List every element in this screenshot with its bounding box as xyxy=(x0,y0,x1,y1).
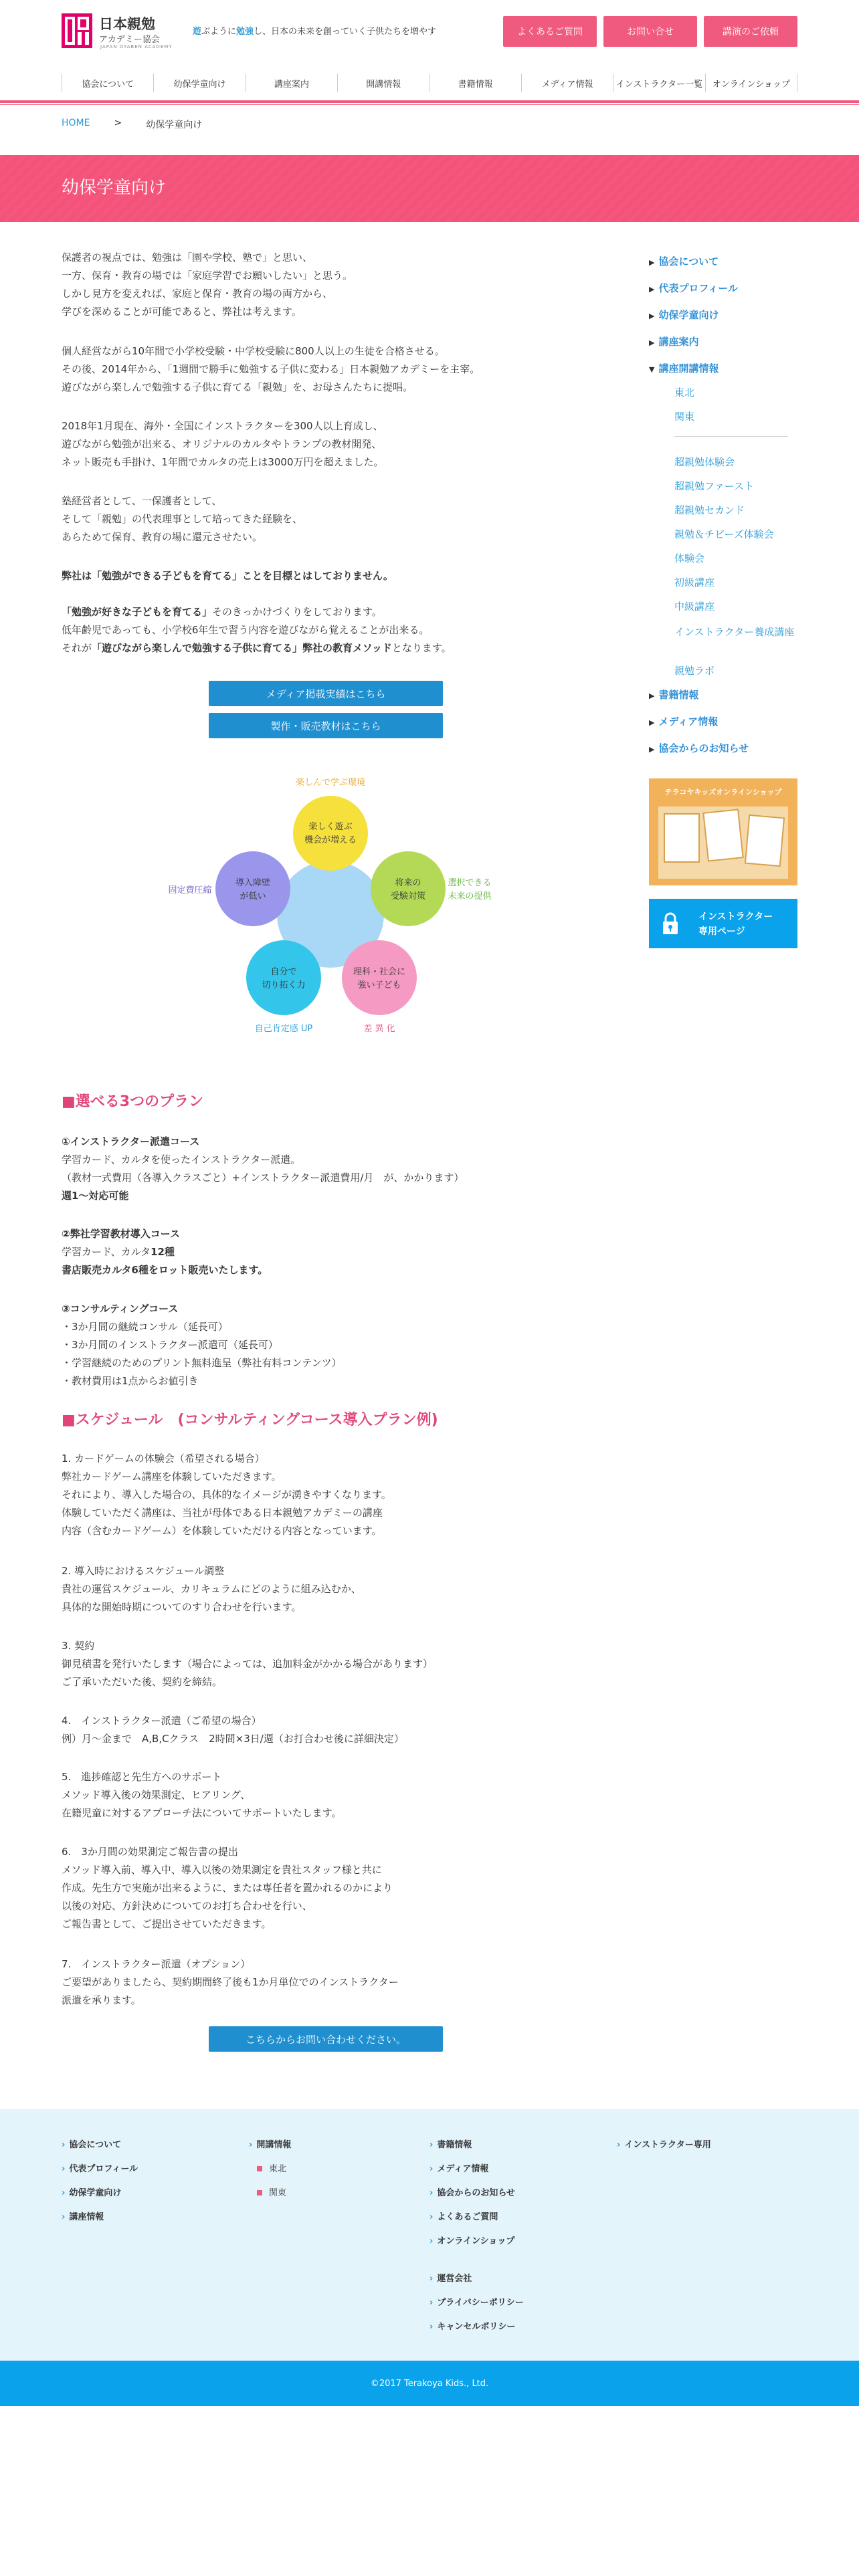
intro-paragraph-4 xyxy=(62,492,302,546)
diagram-circle-pink xyxy=(342,940,417,1015)
shop-banner-title: テラコヤキッズオンラインショップ xyxy=(664,788,782,796)
footer-link-label: 協会について xyxy=(69,2140,122,2150)
chevron-right-icon: › xyxy=(62,2140,66,2150)
diagram-label-4b: 切り拓く力 xyxy=(262,980,306,990)
sidebar-course[interactable]: 親勉＆チビーズ体験会 xyxy=(674,528,774,540)
breadcrumb-current: 幼保学童向け xyxy=(146,120,203,130)
diagram-circle-yellow xyxy=(293,796,368,871)
caret-right-icon: ▶ xyxy=(649,745,655,754)
tagline-hl2: 勉強 xyxy=(236,27,254,37)
schedule-line: 御見積書を発行いたします（場合によっては、追加料金がかかる場合があります） xyxy=(62,1658,434,1670)
sidebar-course[interactable]: 超親勉ファースト xyxy=(674,480,754,492)
schedule-step-1 xyxy=(62,1450,391,1540)
closing-post: となります。 xyxy=(391,642,452,654)
chevron-right-icon: › xyxy=(62,2212,66,2222)
caret-down-icon: ▼ xyxy=(649,365,655,374)
schedule-step-6 xyxy=(62,1843,393,1933)
footer-link-profile[interactable] xyxy=(62,2161,138,2174)
intro-line: 2018年1月現在、海外・全国にインストラクターを300人以上育成し、 xyxy=(62,420,383,432)
statement xyxy=(62,567,393,585)
contact-button[interactable]: お問い合せ xyxy=(603,16,697,47)
footer-link-schedule[interactable] xyxy=(249,2137,291,2150)
diagram-outer-5: 固定費圧縮 xyxy=(168,885,212,895)
schedule-step-3 xyxy=(62,1637,433,1691)
schedule-line: 以後の対応、方針決めについてのお打ち合わせを行い、 xyxy=(62,1900,312,1912)
intro-line: 遊びながら楽しんで勉強する子供に育てる「親勉」を、お母さんたちに提唱。 xyxy=(62,381,413,393)
sidebar-item-label: メディア情報 xyxy=(658,716,719,728)
footer-link-label: 開講情報 xyxy=(256,2140,292,2150)
diagram-circle-green xyxy=(371,851,446,926)
caret-right-icon: ▶ xyxy=(649,285,655,294)
sidebar-item-schedule[interactable] xyxy=(649,361,719,375)
chevron-right-icon: › xyxy=(617,2140,621,2150)
diagram-outer-4: 自己肯定感 UP xyxy=(254,1024,313,1034)
sidebar-course[interactable]: 体験会 xyxy=(674,552,705,564)
chevron-right-icon: › xyxy=(430,2298,434,2308)
chevron-right-icon: › xyxy=(430,2164,434,2174)
logo-main-text: 日本親勉 xyxy=(99,16,155,32)
footer-link-label: メディア情報 xyxy=(437,2164,489,2174)
contact-cta-button[interactable]: こちらからお問い合わせください。 xyxy=(209,2026,443,2052)
sidebar-item-label: 講座案内 xyxy=(658,336,699,348)
intro-line: 個人経営ながら10年間で小学校受験・中学校受験に800人以上の生徒を合格させる。 xyxy=(62,345,445,357)
plans-heading: ■選べる3つのプラン xyxy=(62,1093,204,1110)
plan-1-line: 学習カード、カルタを使ったインストラクター派遣。 xyxy=(62,1154,301,1166)
intro-line: 遊びながら勉強が出来る、オリジナルのカルタやトランプの教材開発、 xyxy=(62,438,382,450)
sidebar-region-tohoku[interactable]: 東北 xyxy=(674,387,695,399)
plan-1-bold: 週1〜対応可能 xyxy=(62,1190,129,1202)
sidebar-divider xyxy=(674,436,788,437)
footer-link-label: 幼保学童向け xyxy=(69,2188,122,2198)
nav-divider xyxy=(0,100,859,103)
footer-link-label: 講座情報 xyxy=(69,2212,104,2222)
breadcrumb-home[interactable]: HOME xyxy=(62,118,90,128)
nav-shop[interactable]: オンラインショップ xyxy=(705,74,797,92)
footer-link-tohoku[interactable] xyxy=(257,2161,286,2174)
chevron-right-icon: › xyxy=(430,2322,434,2332)
logo-sub-text: アカデミー協会 xyxy=(99,35,160,45)
plan-3 xyxy=(62,1300,342,1390)
chevron-right-icon: › xyxy=(62,2164,66,2174)
footer-link-courses[interactable] xyxy=(62,2210,104,2222)
schedule-line: ご報告書として、ご提出させていただきます。 xyxy=(62,1918,272,1930)
intro-line: その後、2014年から、「1週間で勝手に勉強する子供に変わる」日本親勉アカデミーを主宰。 xyxy=(62,363,480,375)
caret-right-icon: ▶ xyxy=(649,338,655,347)
plan-3-line: ・3か月間のインストラクター派遣可（延長可） xyxy=(62,1339,278,1351)
sidebar-course[interactable]: 親勉ラボ xyxy=(674,665,715,677)
schedule-line: 具体的な開始時期についてのすり合わせを行います。 xyxy=(62,1601,302,1613)
chevron-right-icon: › xyxy=(430,2140,434,2150)
closing-bold-2: 「遊びながら楽しんで勉強する子供に育てる」弊社の教育メソッド xyxy=(92,642,392,654)
schedule-line: ご了承いただいた後、契約を締結。 xyxy=(62,1676,223,1688)
nav-about[interactable]: 協会について xyxy=(62,74,153,92)
online-shop-banner[interactable] xyxy=(649,778,797,885)
sidebar-item-profile[interactable] xyxy=(649,281,738,295)
closing-pre: それが xyxy=(62,642,92,654)
plan-3-line: ・3か月間の継続コンサル（延長可） xyxy=(62,1321,228,1333)
footer-link-instructor[interactable] xyxy=(617,2137,711,2150)
diagram-outer-3: 差 異 化 xyxy=(363,1024,395,1034)
intro-line: ネット販売も手掛け、1年間でカルタの売上は3000万円を超えました。 xyxy=(62,456,384,468)
site-logo[interactable] xyxy=(62,13,175,51)
schedule-line: 派遣を承ります。 xyxy=(62,1994,141,2006)
sidebar-region-kanto[interactable]: 関東 xyxy=(674,411,695,423)
plan-2-line xyxy=(62,1243,268,1261)
diagram-outer-2a: 選択できる xyxy=(448,878,492,888)
sidebar-course[interactable]: 超親勉体験会 xyxy=(674,456,735,468)
diagram-label-4a: 自分で xyxy=(270,967,297,977)
breadcrumb-separator: > xyxy=(114,118,122,128)
closing-line-2: 低年齢児であっても、小学校6年生で習う内容を遊びながら覚えることが出来る。 xyxy=(62,624,430,636)
sidebar-course[interactable]: インストラクター養成講座 xyxy=(674,626,795,638)
plan-2-line-bold: 12種 xyxy=(151,1246,175,1258)
diagram-label-2b: 受験対策 xyxy=(390,891,426,901)
schedule-line: 5. 進捗確認と先生方へのサポート xyxy=(62,1771,222,1783)
nav-divider-thin xyxy=(0,104,859,105)
plan-1 xyxy=(62,1133,464,1205)
plan-2-bold: 書店販売カルタ6種をロット販売いたします。 xyxy=(62,1264,268,1276)
closing-line-1 xyxy=(62,603,452,621)
lock-icon xyxy=(662,912,678,935)
diagram-label-5a: 導入障壁 xyxy=(235,878,271,888)
breadcrumb xyxy=(62,118,202,131)
diagram-label-3a: 理科・社会に xyxy=(353,967,406,977)
site-footer xyxy=(0,2109,859,2361)
instructor-page-banner[interactable] xyxy=(649,899,797,948)
sidebar-item-label: 協会について xyxy=(658,255,719,267)
schedule-line: 7. インストラクター派遣（オプション） xyxy=(62,1958,251,1970)
chevron-right-icon: › xyxy=(430,2274,434,2284)
logo-mark-icon xyxy=(62,13,92,48)
tagline xyxy=(193,24,436,37)
plan-2 xyxy=(62,1225,268,1279)
diagram-circle-purple xyxy=(215,851,290,926)
nav-media[interactable]: メディア情報 xyxy=(521,74,613,92)
products-button[interactable]: 製作・販売教材はこちら xyxy=(209,713,443,738)
footer-link-label: 書籍情報 xyxy=(437,2140,472,2150)
footer-link-about[interactable] xyxy=(62,2137,121,2150)
footer-link-label: 運営会社 xyxy=(437,2274,472,2284)
instructor-banner-line2: 専用ページ xyxy=(698,926,745,937)
sidebar-item-label: 代表プロフィール xyxy=(658,282,738,294)
footer-link-label: インストラクター専用 xyxy=(624,2140,711,2150)
tagline-post: し、日本の未来を創っていく子供たちを増やす xyxy=(254,27,437,37)
plan-3-line: ・教材費用は1点からお値引き xyxy=(62,1375,199,1387)
tagline-pre: 遊 xyxy=(193,27,202,37)
plan-1-title: ①インストラクター派遣コース xyxy=(62,1136,200,1148)
sidebar-item-label: 幼保学童向け xyxy=(658,309,719,321)
nav-instructors[interactable]: インストラクター一覧 xyxy=(613,74,704,92)
footer-link-books[interactable] xyxy=(430,2137,472,2150)
closing-paragraph xyxy=(62,603,452,657)
tagline-hl1: ぶように xyxy=(201,27,237,37)
page-title: 幼保学童向け xyxy=(62,178,167,198)
footer-link-company[interactable] xyxy=(430,2271,472,2284)
sidebar-course[interactable]: 中級講座 xyxy=(674,601,715,613)
sidebar-item-media[interactable] xyxy=(649,714,718,728)
intro-line: 一方、保育・教育の場では「家庭学習でお願いしたい」と思う。 xyxy=(62,270,353,282)
diagram-label-1a: 楽しく遊ぶ xyxy=(308,822,353,832)
intro-line: 保護者の視点では、勉強は「園や学校、塾で」と思い、 xyxy=(62,251,313,263)
schedule-heading: ■スケジュール (コンサルティングコース導入プラン例) xyxy=(62,1412,438,1428)
nav-preschool[interactable]: 幼保学童向け xyxy=(153,74,245,92)
closing-line-3 xyxy=(62,639,452,657)
intro-line: しかし見方を変えれば、家庭と保育・教育の場の両方から、 xyxy=(62,288,333,300)
diagram-label-1b: 機会が増える xyxy=(304,835,357,845)
intro-line: 学びを深めることが可能であると、弊社は考えます。 xyxy=(62,306,302,318)
nav-books[interactable]: 書籍情報 xyxy=(430,74,521,92)
sidebar-item-label: 書籍情報 xyxy=(658,689,699,701)
plan-1-line: （教材一式費用（各導入クラスごと）+インストラクター派遣費用/月 が、かかります） xyxy=(62,1172,464,1184)
plan-2-title: ②弊社学習教材導入コース xyxy=(62,1228,180,1240)
caret-right-icon: ▶ xyxy=(649,718,655,727)
intro-paragraph-3 xyxy=(62,417,384,471)
footer-link-kanto[interactable] xyxy=(257,2185,286,2198)
closing-bold: 「勉強が好きな子どもを育てる」 xyxy=(62,606,213,618)
sidebar-item-label: 講座開講情報 xyxy=(658,362,719,374)
caret-right-icon: ▶ xyxy=(649,312,655,320)
footer-link-label: オンラインショップ xyxy=(437,2236,515,2246)
caret-right-icon: ▶ xyxy=(649,258,655,267)
schedule-line: 6. 3か月間の効果測定ご報告書の提出 xyxy=(62,1846,238,1858)
chevron-right-icon: › xyxy=(430,2212,434,2222)
site-header xyxy=(0,0,859,64)
footer-link-media[interactable] xyxy=(430,2161,488,2174)
schedule-line: 2. 導入時におけるスケジュール調整 xyxy=(62,1565,225,1577)
sidebar-item-books[interactable] xyxy=(649,687,698,702)
logo-en-text: JAPAN OYABEN ACADEMY xyxy=(100,44,173,49)
chevron-right-icon: › xyxy=(430,2188,434,2198)
footer-link-label: 東北 xyxy=(269,2164,287,2174)
schedule-line: それにより、導入した場合の、具体的なイメージが湧きやすくなります。 xyxy=(62,1489,391,1501)
diagram-label-3b: 強い子ども xyxy=(357,980,401,990)
sidebar-item-preschool[interactable] xyxy=(649,308,719,322)
footer-link-label: よくあるご質問 xyxy=(437,2212,498,2222)
square-bullet-icon xyxy=(257,2166,262,2171)
plan-2-line-pre: 学習カード、カルタ xyxy=(62,1246,151,1258)
sidebar-item-about[interactable] xyxy=(649,254,719,268)
diagram-outer-1: 楽しんで学ぶ環境 xyxy=(295,778,366,788)
faq-button[interactable]: よくあるご質問 xyxy=(503,16,597,47)
caret-right-icon: ▶ xyxy=(649,691,655,700)
schedule-line: 体験していただく講座は、当社が母体である日本親勉アカデミーの講座 xyxy=(62,1507,383,1519)
chevron-right-icon: › xyxy=(249,2140,253,2150)
lecture-request-button[interactable]: 講演のご依頼 xyxy=(704,16,797,47)
square-bullet-icon xyxy=(257,2190,262,2195)
nav-schedule[interactable]: 開講情報 xyxy=(337,74,429,92)
instructor-banner-line1: インストラクター xyxy=(698,911,773,922)
intro-paragraph-2 xyxy=(62,342,480,397)
schedule-line: 1. カードゲームの体験会（希望される場合） xyxy=(62,1453,265,1465)
global-nav xyxy=(62,68,797,98)
footer-link-preschool[interactable] xyxy=(62,2185,121,2198)
schedule-line: メソッド導入前、導入中、導入以後の効果測定を貴社スタッフ様と共に xyxy=(62,1864,382,1876)
chevron-right-icon: › xyxy=(62,2188,66,2198)
schedule-line: 4. インストラクター派遣（ご希望の場合） xyxy=(62,1715,262,1727)
diagram-label-2a: 将来の xyxy=(395,878,421,888)
footer-link-shop[interactable] xyxy=(430,2234,514,2246)
diagram-outer-2b: 未来の提供 xyxy=(448,891,492,901)
benefits-diagram xyxy=(142,770,516,1058)
page-title-band xyxy=(0,155,859,222)
sidebar-item-news[interactable] xyxy=(649,741,749,755)
schedule-line: 貴社の運営スケジュール、カリキュラムにどのように組み込むか、 xyxy=(62,1583,361,1595)
footer-link-label: 関東 xyxy=(269,2188,287,2198)
footer-link-cancel[interactable] xyxy=(430,2319,515,2332)
footer-link-faq[interactable] xyxy=(430,2210,498,2222)
schedule-step-4 xyxy=(62,1712,404,1748)
intro-line: あらためて保育、教育の場に還元させたい。 xyxy=(62,531,263,543)
intro-line: 塾経営者として、一保護者として、 xyxy=(62,495,222,507)
footer-link-label: 代表プロフィール xyxy=(69,2164,138,2174)
footer-link-label: キャンセルポリシー xyxy=(437,2322,516,2332)
sidebar-item-label: 協会からのお知らせ xyxy=(658,742,749,754)
media-results-button[interactable]: メディア掲載実績はこちら xyxy=(209,681,443,706)
chevron-right-icon: › xyxy=(430,2236,434,2246)
schedule-line: 弊社カードゲーム講座を体験していただきます。 xyxy=(62,1471,282,1483)
schedule-step-2 xyxy=(62,1562,361,1616)
schedule-line: メソッド導入後の効果測定、ヒアリング、 xyxy=(62,1789,251,1801)
nav-courses[interactable]: 講座案内 xyxy=(246,74,337,92)
schedule-line: 例）月〜金まで A,B,Cクラス 2時間×3日/週（お打合わせ後に詳細決定） xyxy=(62,1733,404,1745)
intro-paragraph-1 xyxy=(62,249,353,321)
footer-link-privacy[interactable] xyxy=(430,2295,524,2308)
footer-link-label: 協会からのお知らせ xyxy=(437,2188,515,2198)
statement-text: 弊社は「勉強ができる子どもを育てる」ことを目標とはしておりません。 xyxy=(62,570,393,582)
plan-3-title: ③コンサルティングコース xyxy=(62,1303,179,1315)
schedule-line: 在籍児童に対するアプローチ法についてサポートいたします。 xyxy=(62,1807,342,1819)
schedule-step-7 xyxy=(62,1955,399,2010)
sidebar-item-courses[interactable] xyxy=(649,334,698,348)
schedule-line: 内容（含むカードゲーム）を体験していただける内容となっています。 xyxy=(62,1525,382,1537)
closing-rest: そのきっかけづくりをしております。 xyxy=(212,606,382,618)
shop-banner-image xyxy=(658,807,788,879)
sidebar-course[interactable]: 初級講座 xyxy=(674,576,715,588)
schedule-line: ご要望がありましたら、契約期間終了後も1か月単位でのインストラクター xyxy=(62,1976,399,1988)
plan-3-line: ・学習継続のためのプリント無料進呈（弊社有料コンテンツ） xyxy=(62,1357,342,1369)
schedule-line: 作成。先生方で実施が出来るように、または専任者を置かれるのかにより xyxy=(62,1882,393,1894)
diagram-label-5b: が低い xyxy=(240,891,266,901)
schedule-step-5 xyxy=(62,1768,342,1822)
copyright-bar xyxy=(0,2361,859,2406)
diagram-circle-cyan xyxy=(246,940,321,1015)
sidebar-course[interactable]: 超親勉セカンド xyxy=(674,504,745,516)
copyright-text: ©2017 Terakoya Kids., Ltd. xyxy=(370,2378,489,2389)
footer-link-news[interactable] xyxy=(430,2185,515,2198)
footer-link-label: プライバシーポリシー xyxy=(437,2298,524,2308)
schedule-line: 3. 契約 xyxy=(62,1640,95,1652)
intro-line: そして「親勉」の代表理事として培ってきた経験を、 xyxy=(62,513,303,525)
